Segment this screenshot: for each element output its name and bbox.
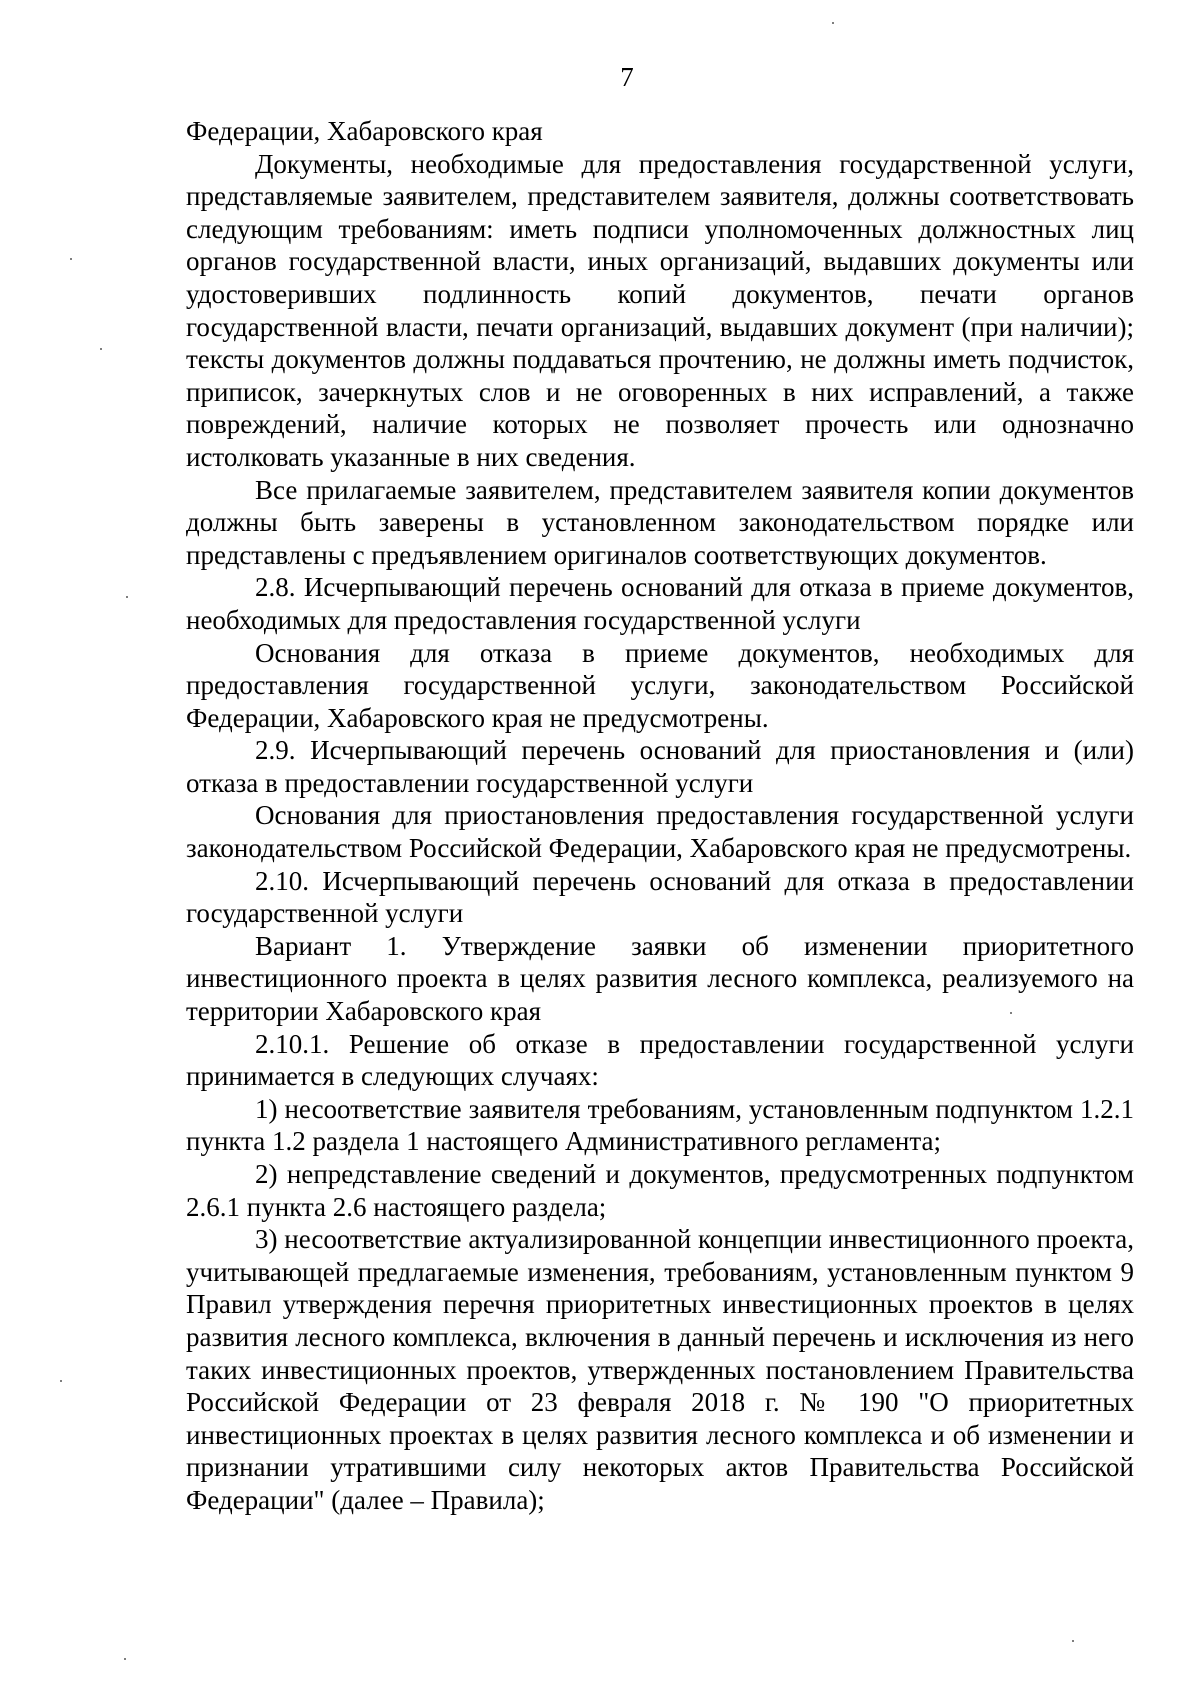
paragraph-copies-certification: Все прилагаемые заявителем, представителем заявителя копии документов должны быть заверены в установленном законодательством порядке или представлены с предъявлением оригиналов соответствующих документов. xyxy=(186,474,1134,570)
list-item-1: 1) несоответствие заявителя требованиям, установленным подпунктом 1.2.1 пункта 1.2 раздела 1 настоящего Административного регламента; xyxy=(186,1093,1134,1157)
scan-speck xyxy=(832,22,834,24)
section-heading-2-9: 2.9. Исчерпывающий перечень оснований для приостановления и (или) отказа в предоставлении государственной услуги xyxy=(186,735,1134,798)
scan-speck xyxy=(1010,1012,1012,1014)
paragraph-continuation: Федерации, Хабаровского края xyxy=(186,116,543,146)
page-number: 7 xyxy=(620,62,634,92)
section-heading-2-10-1: 2.10.1. Решение об отказе в предоставлении государственной услуги принимается в следующих случаях: xyxy=(186,1028,1134,1092)
scan-speck xyxy=(124,1658,126,1660)
document-body xyxy=(186,115,1134,1517)
list-item-3: 3) несоответствие актуализированной концепции инвестиционного проекта, учитывающей предлагаемые изменения, требованиям, установленным пунктом 9 Правил утверждения перечня приоритетных инвестиционных проектов в целях развития лесного комплекса, включения в данный перечень и исключения из него таких инвестиционных проектов, утвержденных постановлением Правительства Российской Федерации от 23 февраля 2018 г. № 190 "О приоритетных инвестиционных проектах в целях развития лесного комплекса и об изменении и признании утратившими силу некоторых актов Правительства Российской Федерации" (далее – Правила); xyxy=(186,1224,1134,1515)
list-item-2: 2) непредставление сведений и документов, предусмотренных подпунктом 2.6.1 пункта 2.6 настоящего раздела; xyxy=(186,1159,1134,1222)
paragraph-suspension-grounds: Основания для приостановления предоставления государственной услуги законодательством Российской Федерации, Хабаровского края не предусмотрены. xyxy=(186,800,1134,864)
section-heading-2-8: 2.8. Исчерпывающий перечень оснований для отказа в приеме документов, необходимых для предоставления государственной услуги xyxy=(186,572,1134,635)
paragraph-variant-1: Вариант 1. Утверждение заявки об изменении приоритетного инвестиционного проекта в целях развития лесного комплекса, реализуемого на территории Хабаровского края xyxy=(186,930,1134,1027)
scan-speck xyxy=(1072,1640,1074,1642)
scan-speck xyxy=(70,258,72,260)
scan-speck xyxy=(60,1380,62,1382)
paragraph-document-requirements: Документы, необходимые для предоставления государственной услуги, представляемые заявителем, представителем заявителя, должны соответствовать следующим требованиям: иметь подписи уполномоченных должностных лиц органов государственной власти, иных организаций, выдавших документы или удостоверивших подлинность копий документов, печати органов государственной власти, печати организаций, выдавших документ (при наличии); тексты документов должны поддаваться прочтению, не должны иметь подчисток, приписок, зачеркнутых слов и не оговоренных в них исправлений, а также повреждений, наличие которых не позволяет прочесть или однозначно истолковать указанные в них сведения. xyxy=(186,148,1134,472)
paragraph-refusal-grounds: Основания для отказа в приеме документов, необходимых для предоставления государственной услуги, законодательством Российской Федерации, Хабаровского края не предусмотрены. xyxy=(186,637,1134,733)
scan-speck xyxy=(126,596,128,598)
scan-speck xyxy=(100,348,102,350)
section-heading-2-10: 2.10. Исчерпывающий перечень оснований для отказа в предоставлении государственной услуги xyxy=(186,865,1134,929)
